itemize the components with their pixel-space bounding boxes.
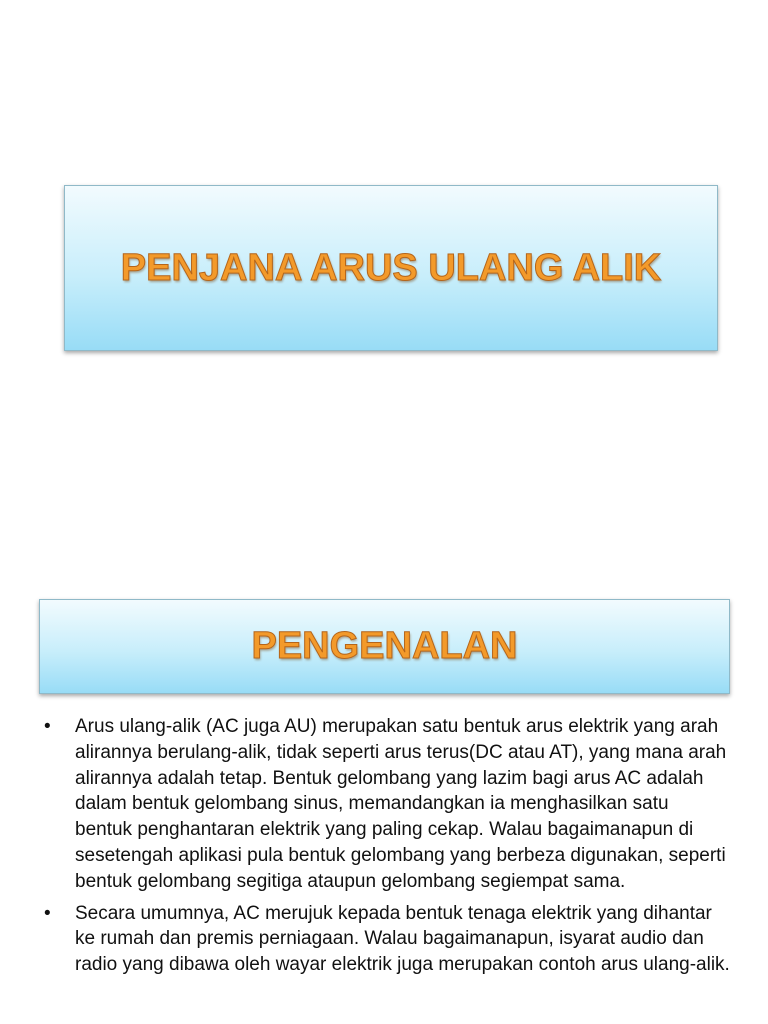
bullet-text-1: Arus ulang-alik (AC juga AU) merupakan satu bentuk arus elektrik yang arah alirannya berulang-alik, tidak seperti arus terus(DC atau AT), yang mana arah alirannya adalah tetap. Bentuk gelombang yang lazim bagi arus AC adalah dalam bentuk gelombang sinus, memandangkan ia menghasilkan satu bentuk penghantaran elektrik yang paling cekap. Walau bagaimanapun di sesetengah aplikasi pula bentuk gelombang yang berbeza digunakan, seperti bentuk gelombang segitiga ataupun gelombang segiempat sama. <box>75 716 727 892</box>
bullet-marker: • <box>44 716 51 737</box>
bullet-marker: • <box>44 902 51 924</box>
bullet-item-1 <box>40 714 730 895</box>
bullet-text-2: Secara umumnya, AC merujuk kepada bentuk tenaga elektrik yang dihantar ke rumah dan premis perniagaan. Walau bagaimanapun, isyarat audio dan radio yang dibawa oleh wayar elektrik juga merupakan contoh arus ulang-alik. <box>75 902 730 976</box>
bullet-list <box>40 714 730 984</box>
slide1-title-box <box>64 185 718 351</box>
slide1-title: PENJANA ARUS ULANG ALIK <box>120 246 662 289</box>
slide2-title: PENGENALAN <box>251 625 518 667</box>
bullet-item-2 <box>40 901 730 978</box>
slide2-title-box <box>39 599 730 694</box>
